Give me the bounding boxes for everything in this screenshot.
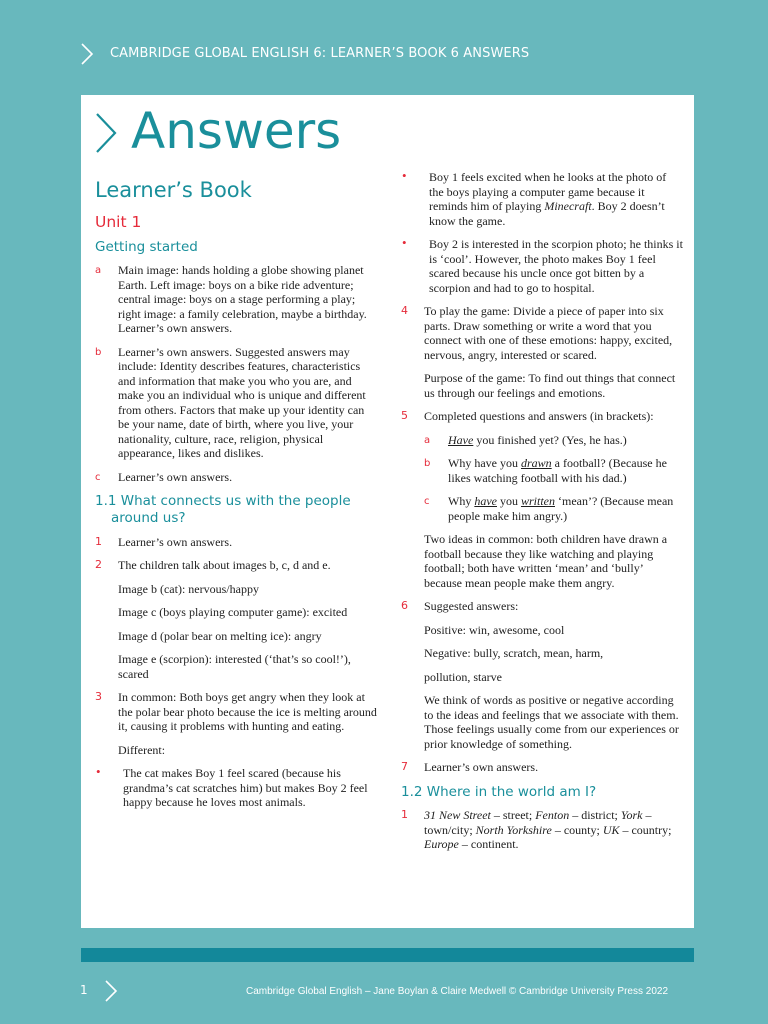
sub-marker: a [424,434,431,446]
answer-detail [401,532,683,590]
answer-item [95,690,377,734]
item-text: Main image: hands holding a globe showing planet Earth. Left image: boys on a bike ride adventure; central image: boys on a stage performing a play; right image: a family celebration, maybe a birthday. Learner’s own answers. [118,263,367,336]
chevron-right-icon[interactable] [104,979,118,1003]
sub-text: ‘mean’? (Because mean people make him angry.) [448,494,674,523]
bullet-text: The cat makes Boy 1 feel scared (because his grandma’s cat scratches him) but makes Boy 2 feel happy because he loves most animals. [123,766,368,810]
detail-text: Purpose of the game: To find out things that connect us through our feelings and emotions. [424,371,676,400]
underlined-word: written [520,494,555,508]
sub-text: Why [448,494,475,508]
detail-text: Image d (polar bear on melting ice): angry [118,628,322,643]
page-header [0,0,768,95]
italic-term: Europe [424,837,459,852]
detail-text: Image b (cat): nervous/happy [118,581,259,596]
sub-text: you [496,494,521,508]
item-number: 2 [95,558,102,572]
bullet-icon: • [96,764,101,780]
chevron-right-icon [80,42,94,66]
italic-term: 31 New Street [424,808,491,823]
sub-text: you finished yet? (Yes, he has.) [473,432,627,447]
sub-answer [424,494,683,523]
header-title: CAMBRIDGE GLOBAL ENGLISH 6: LEARNER’S BOOK 6 ANSWERS [110,46,530,61]
bullet-text: Boy 2 is interested in the scorpion photo; he thinks it is ‘cool’. However, the photo makes Boy 1 feel scared because his uncle once got bitten by a scorpion and had to go to hospital. [429,237,683,295]
item-text: Learner’s own answers. Suggested answers may include: Identity describes features, characteristics and information that make you who you are, and make you an individual who is unique and different from others. Factors that make up your identity can be your name, date of birth, where you live, your nationality, culture, race, religion, physical appearance, likes and dislikes. [118,344,366,461]
item-text: Suggested answers: [424,599,519,613]
item-number: 6 [401,599,408,612]
item-text: The children talk about images b, c, d and e. [118,558,331,573]
detail-text: Positive: win, awesome, cool [424,622,565,637]
answer-item [95,263,377,336]
item-text: Learner’s own answers. [118,469,233,484]
bullet-text: . Boy 2 doesn’t know the game. [429,199,665,228]
item-number: 7 [401,760,408,773]
detail-text: Negative: bully, scratch, mean, harm, [424,646,604,660]
answer-detail [95,629,377,644]
detail-text: Image c (boys playing computer game): excited [118,605,348,620]
bullet-item [401,237,683,295]
detail-text: Image e (scorpion): interested (‘that’s so cool!’), scared [118,652,351,681]
item-text: Learner’s own answers. [424,760,539,774]
item-text: To play the game: Divide a piece of paper into six parts. Draw something or write a word that you connect with one of these emotions: happy, excited, nervous, angry, interested or scared. [424,304,673,362]
sub-text: a football? (Because he likes watching football with his dad.) [448,456,667,485]
answer-detail [401,646,683,661]
answer-item [95,345,377,461]
answer-item [401,409,683,424]
answer-item [401,760,683,775]
answer-sheet [81,95,694,928]
bullet-group [95,766,377,810]
detail-text: We think of words as positive or negative according to the ideas and feelings that we associate with them. Those feelings usually come from our experiences or prior knowledge of something. [424,693,679,751]
answer-detail [95,743,377,758]
item-text: – continent. [458,837,519,852]
item-text: In common: Both boys get angry when they look at the polar bear photo because the ice is melting around it, causing it problems with hunting and eating. [118,690,377,734]
detail-text: Different: [118,742,166,757]
answer-item [95,558,377,573]
answer-detail [95,652,377,681]
unit-heading: Unit 1 [95,213,142,232]
page-number: 1 [80,983,88,997]
item-number: 1 [401,808,408,822]
item-marker: c [95,471,101,483]
detail-text: pollution, starve [424,669,502,684]
right-column [401,170,683,861]
sub-answers [401,433,683,524]
answer-item [401,304,683,362]
sub-answer [424,433,683,448]
section-heading-getting-started: Getting started [95,238,198,255]
answer-item [95,470,377,485]
footer-copyright: Cambridge Global English – Jane Boylan & Claire Medwell © Cambridge University Press 2022 [246,986,669,997]
answer-detail [401,371,683,400]
item-number: 5 [401,409,408,422]
italic-term: UK [602,822,620,837]
item-number: 3 [95,690,102,704]
item-marker: a [95,265,102,277]
bullet-icon: • [402,168,407,183]
sub-marker: b [424,458,431,469]
detail-text: Two ideas in common: both children have drawn a football because they like watching and playing football; both have written ‘mean’ and ‘bully’ because mean people make them angry. [424,532,668,590]
bullet-item [401,170,683,228]
item-text: – street; [490,808,536,823]
italic-term: Fenton [535,808,570,823]
left-column [95,178,377,819]
sub-answer [424,456,683,485]
answer-detail [401,623,683,638]
answer-detail [95,582,377,597]
answer-item [95,535,377,550]
bullet-icon: • [402,235,407,250]
answer-item [401,599,683,614]
underlined-word: Have [448,432,474,447]
bullet-item [95,766,377,810]
answer-item [401,808,683,852]
underlined-word: have [474,494,497,508]
answer-detail [401,670,683,685]
italic-term: York [620,808,643,823]
item-number: 4 [401,304,408,317]
sub-text: Why have you [448,456,521,470]
italic-term: North Yorkshire [475,822,552,837]
section-heading-1-2: 1.2 Where in the world am I? [401,783,597,800]
item-text: – district; [569,808,621,823]
sub-marker: c [424,496,430,507]
bullet-group [401,170,683,295]
bullet-text: Boy 1 feels excited when he looks at the photo of the boys playing a computer game because it reminds him of playing [429,170,667,213]
item-text: – town/city; [424,808,652,837]
footer-strip [81,948,694,962]
section-heading-1-1: 1.1 What connects us with the people around us? [95,493,351,527]
page-title: Answers [131,102,342,160]
underlined-word: drawn [520,456,552,470]
item-text: Completed questions and answers (in brackets): [424,409,654,423]
item-number: 1 [95,534,102,548]
item-text: – county; [551,822,603,837]
bullet-text-italic: Minecraft [544,199,592,213]
answer-detail [401,693,683,751]
item-text: – country; [619,822,672,837]
answer-detail [95,605,377,620]
item-marker: b [95,346,102,358]
book-heading: Learner’s Book [95,178,252,202]
item-text: Learner’s own answers. [118,534,233,549]
chevron-right-icon [94,111,118,155]
